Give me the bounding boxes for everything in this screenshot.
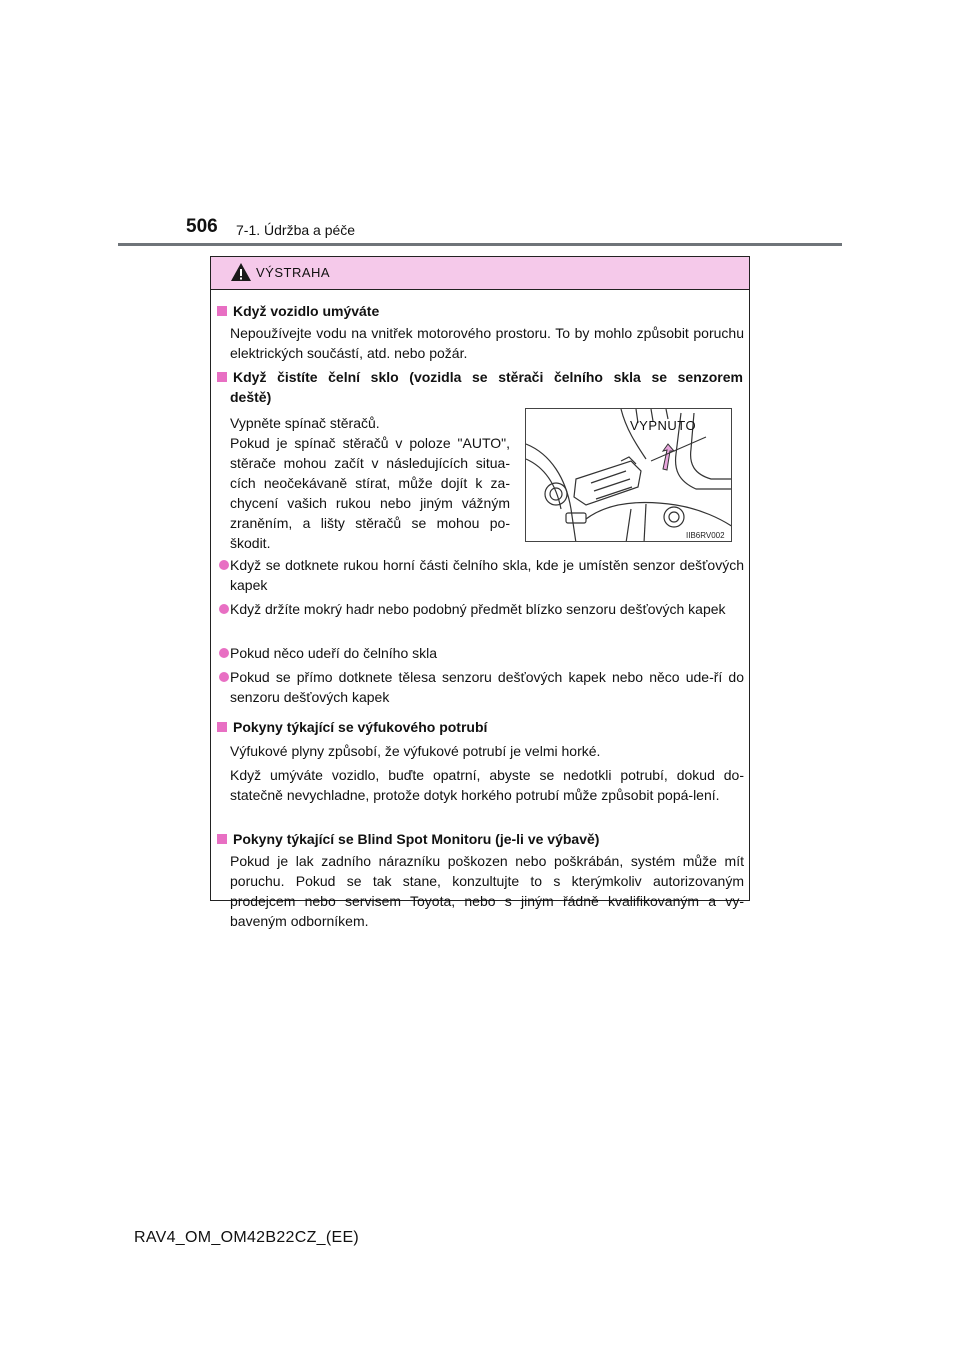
warning-title: VÝSTRAHA (256, 265, 331, 280)
figure-code: IIB6RV002 (686, 531, 725, 540)
footer-doc-code: RAV4_OM_OM42B22CZ_(EE) (134, 1229, 360, 1246)
section-heading-washing: Když vozidlo umýváte (217, 301, 743, 321)
bullet-item: Pokud něco udeří do čelního skla (217, 643, 744, 663)
section-text-washing: Nepoužívejte vodu na vnitřek motorového prostoru. To by mohlo způsobit poruchu elektrických součástí, atd. nebo požár. (230, 325, 744, 361)
square-bullet-icon (217, 372, 227, 382)
header-rule (118, 243, 842, 246)
square-bullet-icon (217, 722, 227, 732)
wiper-switch-drawing (526, 409, 732, 542)
wiper-switch-illustration (525, 408, 732, 542)
page-number: 506 (186, 216, 218, 237)
warning-triangle-icon (230, 262, 252, 282)
square-bullet-icon (217, 306, 227, 316)
section-text-exhaust-2: Když umýváte vozidlo, buďte opatrní, abyste se nedotkli potrubí, dokud do-statečně nevychladne, protože dotyk horkého potrubí může způsobit popá-lení. (230, 767, 744, 803)
chapter-title: 7-1. Údržba a péče (236, 222, 356, 238)
section-text-exhaust-1: Výfukové plyny způsobí, že výfukové potrubí je velmi horké. (230, 743, 601, 759)
bullet-item: Pokud se přímo dotknete tělesa senzoru dešťových kapek nebo něco ude-ří do senzoru dešťových kapek (217, 667, 744, 707)
round-bullet-icon (219, 672, 229, 682)
warning-box (210, 256, 750, 929)
round-bullet-icon (219, 604, 229, 614)
round-bullet-icon (219, 560, 229, 570)
windshield-intro: Vypněte spínač stěračů. Pokud je spínač stěračů v poloze "AUTO", stěrače mohou začít v následujících situa- cích neočekávaně stírat, může dojít k za- chycení vašich rukou nebo jiným vážným zraněním, a lišty stěračů se mohou po- škodit. (230, 415, 510, 551)
round-bullet-icon (219, 648, 229, 658)
section-text-bsm: Pokud je lak zadního nárazníku poškozen nebo poškrábán, systém může mít poruchu. Pokud se tak stane, konzultujte to s kterýmkoliv autorizovaným prodejcem nebo servisem Toyota, nebo s jiným řádně kvalifikovaným a vy-baveným odborníkem. (230, 853, 744, 929)
bullet-item: Když se dotknete rukou horní části čelního skla, kde je umístěn senzor dešťových kapek (217, 555, 744, 595)
section-heading-bsm: Pokyny týkající se Blind Spot Monitoru (je-li ve výbavě) (217, 829, 743, 849)
bullet-item: Když držíte mokrý hadr nebo podobný předmět blízko senzoru dešťových kapek (217, 599, 744, 619)
section-heading-exhaust: Pokyny týkající se výfukového potrubí (217, 717, 743, 737)
square-bullet-icon (217, 834, 227, 844)
figure-label-off: VYPNUTO (630, 418, 697, 433)
warning-header (211, 257, 749, 290)
section-heading-windshield: Když čistíte čelní sklo (vozidla se stěrači čelního skla se senzorem deště) (217, 367, 743, 407)
